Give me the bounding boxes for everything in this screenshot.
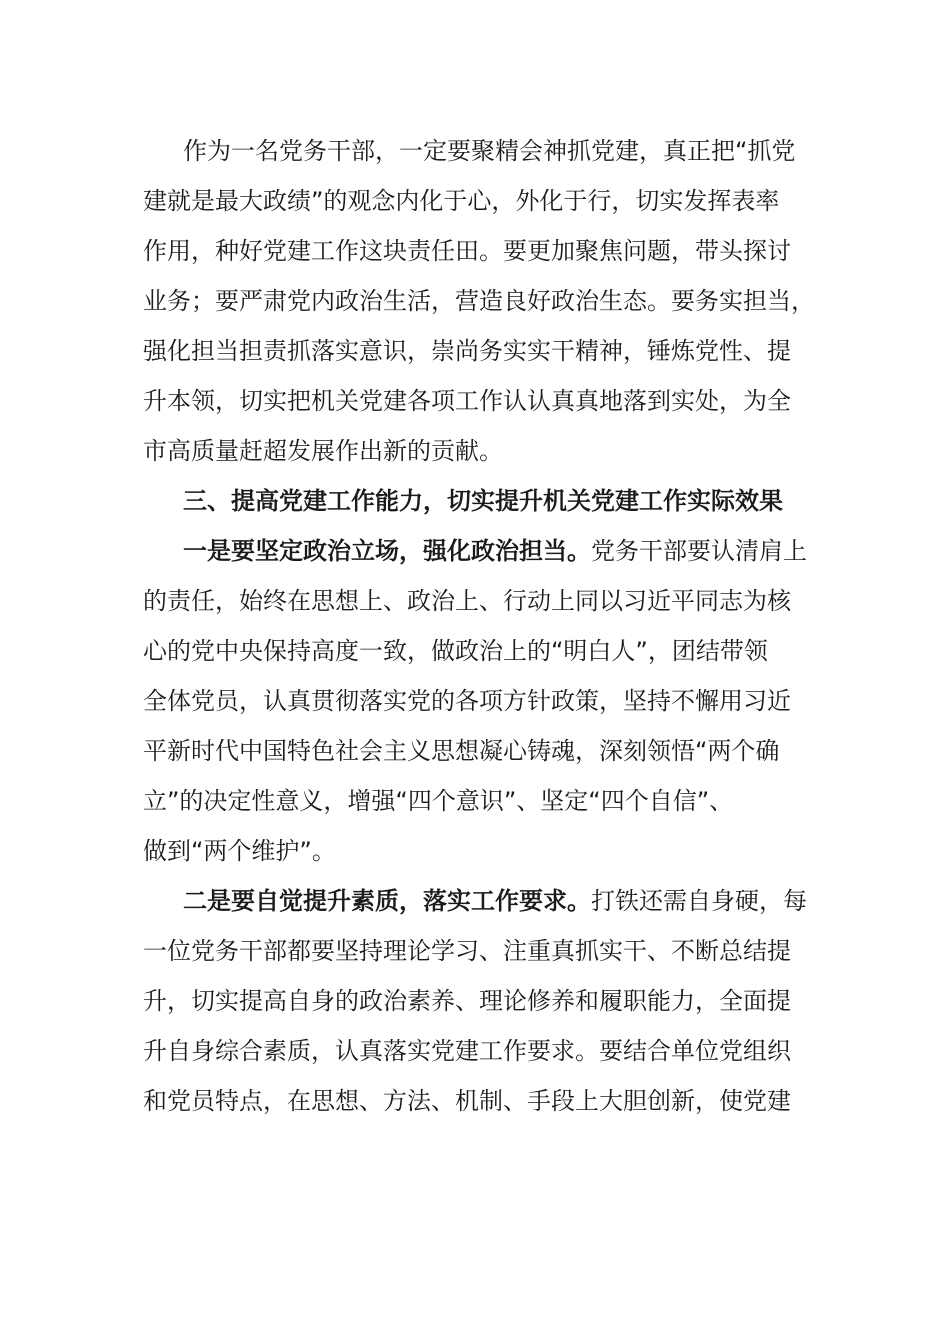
paragraph-1-line-2: 建就是最大政绩”的观念内化于心，外化于行，切实发挥表率 xyxy=(143,187,780,215)
paragraph-1-line-3: 作用，种好党建工作这块责任田。要更加聚焦问题，带头探讨 xyxy=(143,237,791,265)
section-heading-3 xyxy=(143,476,809,526)
paragraph-3-line-2: 一位党务干部都要坚持理论学习、注重真抓实干、不断总结提 xyxy=(143,937,791,965)
paragraph-3-line-1 xyxy=(143,876,809,926)
paragraph-2-line-6: 立”的决定性意义，增强“四个意识”、坚定“四个自信”、 xyxy=(143,787,734,815)
paragraph-3-lead: 二是要自觉提升素质，落实工作要求。 xyxy=(183,887,591,915)
paragraph-3-line-5: 和党员特点，在思想、方法、机制、手段上大胆创新，使党建 xyxy=(143,1087,791,1115)
paragraph-1-line-1: 作为一名党务干部，一定要聚精会神抓党建，真正把“抓党 xyxy=(183,137,796,165)
paragraph-3 xyxy=(143,876,809,1126)
paragraph-3-line-4: 升自身综合素质，认真落实党建工作要求。要结合单位党组织 xyxy=(143,1037,791,1065)
paragraph-2-line-4: 全体党员，认真贯彻落实党的各项方针政策，坚持不懈用习近 xyxy=(143,687,791,715)
paragraph-3-line-3: 升，切实提高自身的政治素养、理论修养和履职能力，全面提 xyxy=(143,987,791,1015)
paragraph-2-lead: 一是要坚定政治立场，强化政治担当。 xyxy=(183,537,591,565)
paragraph-1-line-5: 强化担当担责抓落实意识，崇尚务实实干精神，锤炼党性、提 xyxy=(143,337,791,365)
paragraph-1-line-6: 升本领，切实把机关党建各项工作认认真真地落到实处，为全 xyxy=(143,387,791,415)
paragraph-2-line-2: 的责任，始终在思想上、政治上、行动上同以习近平同志为核 xyxy=(143,587,791,615)
paragraph-2-line-7: 做到“两个维护”。 xyxy=(143,837,336,865)
paragraph-2-line-1 xyxy=(143,526,809,576)
paragraph-1-line-4: 业务；要严肃党内政治生活，营造良好政治生态。要务实担当， xyxy=(143,287,815,315)
paragraph-2-line-3: 心的党中央保持高度一致，做政治上的“明白人”，团结带领 xyxy=(143,637,768,665)
document-body xyxy=(143,126,815,1126)
section-heading-3-text: 三、提高党建工作能力，切实提升机关党建工作实际效果 xyxy=(183,487,783,515)
paragraph-1-line-7: 市高质量赶超发展作出新的贡献。 xyxy=(143,437,503,465)
paragraph-2-line-5: 平新时代中国特色社会主义思想凝心铸魂，深刻领悟“两个确 xyxy=(143,737,780,765)
paragraph-2 xyxy=(143,526,809,876)
paragraph-2-first-rest: 党务干部要认清肩上 xyxy=(591,537,807,565)
paragraph-1 xyxy=(143,126,815,476)
paragraph-3-first-rest: 打铁还需自身硬，每 xyxy=(591,887,807,915)
